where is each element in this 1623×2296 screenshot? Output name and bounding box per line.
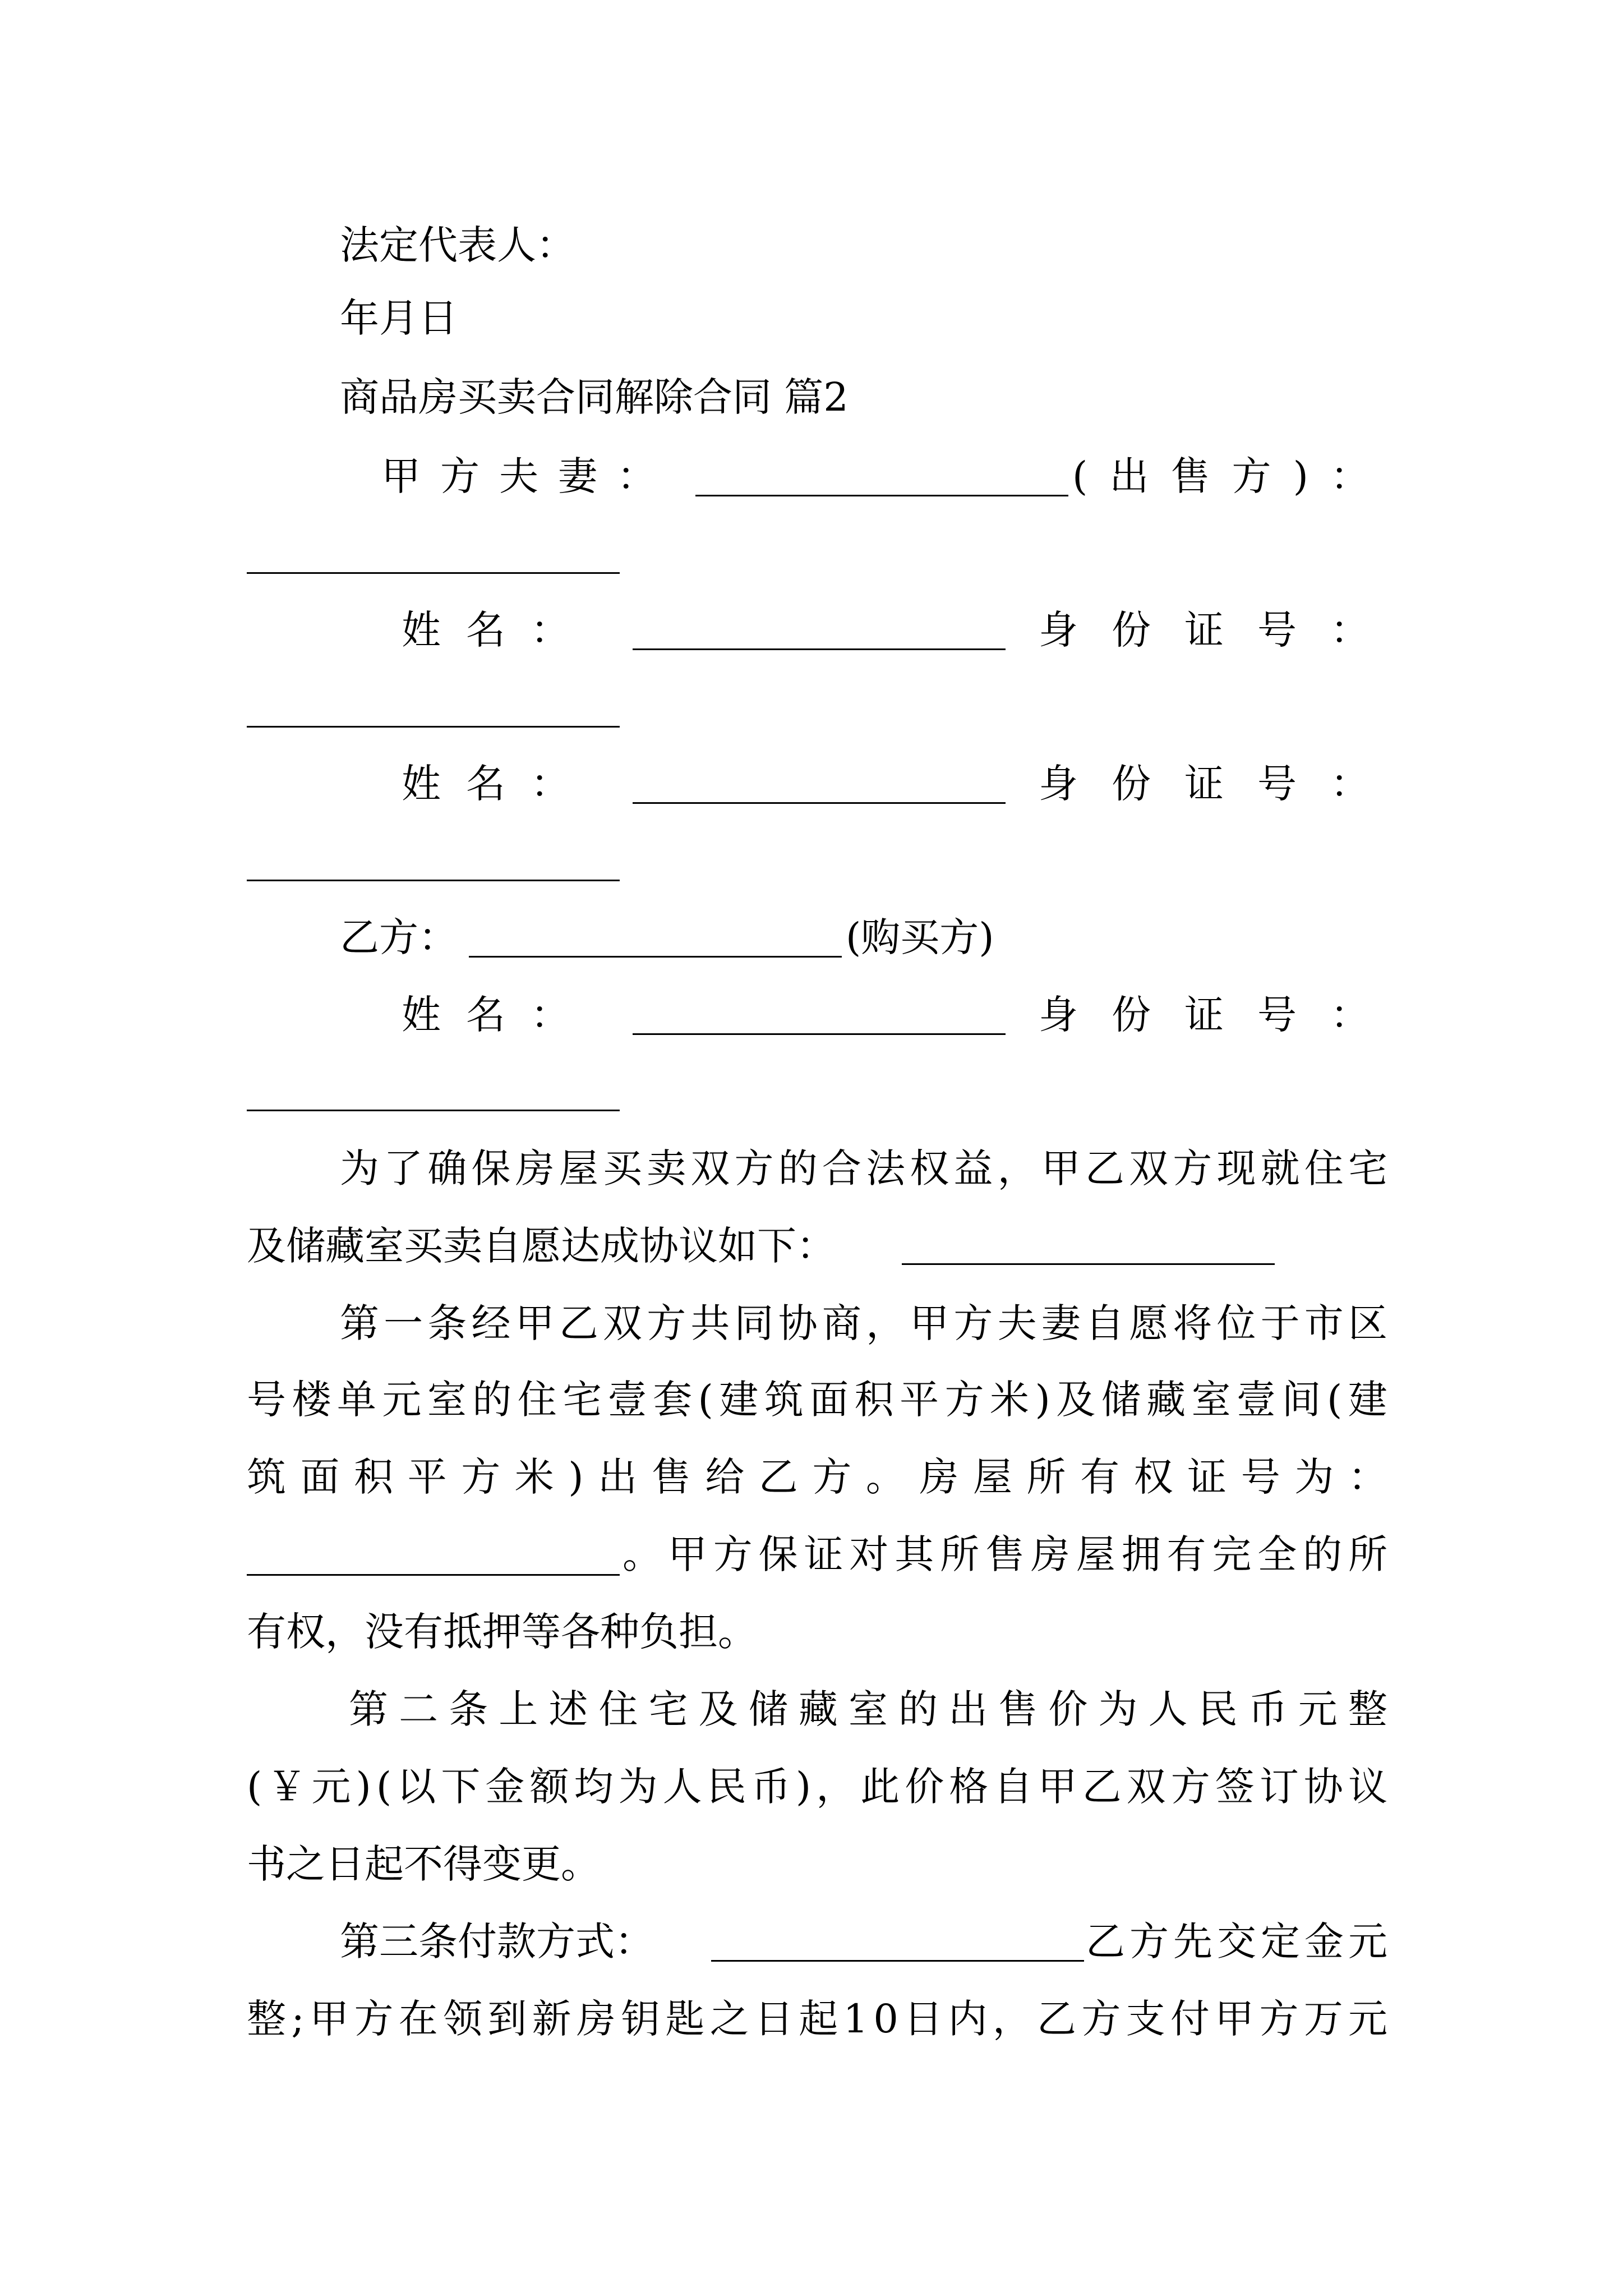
article3-line-1-end: 乙 方 先 交 定 金 元	[1086, 1918, 1387, 1964]
article1-line-3: 筑 面 积 平 方 米 ) 出 售 给 乙 方 。 房 屋 所 有 权 证 号 为 ：	[247, 1454, 1387, 1500]
article3-line-1-start: 第三条付款方式：	[340, 1918, 654, 1964]
party-a-name-blank	[695, 495, 1068, 496]
party-b-label: 乙方：	[340, 914, 458, 960]
party-a-person1-name-label: 姓 名 ：	[402, 607, 570, 653]
article1-certificate-blank	[247, 1574, 620, 1576]
article2-line-2: ( ￥ 元 ) ( 以 下 金 额 均 为 人 民 币 ) ， 此 价 格 自 甲 乙 双 方 签 订 协 议	[247, 1764, 1387, 1810]
article2-line-1: 第 二 条 上 述 住 宅 及 储 藏 室 的 出 售 价 为 人 民 币 元 整	[349, 1686, 1387, 1732]
article2-line-3: 书之日起不得变更。	[247, 1841, 600, 1887]
article1-line-1: 第 一 条 经 甲 乙 双 方 共 同 协 商 ， 甲 方 夫 妻 自 愿 将 位 于 市 区	[340, 1300, 1387, 1346]
article1-line-5: 有权，没有抵押等各种负担。	[247, 1609, 757, 1655]
article3-line-2: 整 ; 甲 方 在 领 到 新 房 钥 匙 之 日 起 1 0 日 内 ， 乙 方 支 付 甲 方 万 元	[247, 1996, 1387, 2042]
intro-line-2: 及储藏室买卖自愿达成协议如下：	[247, 1223, 836, 1269]
party-b-person-name-label: 姓 名 ：	[402, 992, 570, 1038]
party-a-person1-name-blank	[633, 648, 1006, 650]
party-a-role: ( 出 售 方 ) ：	[1072, 453, 1370, 499]
party-a-person1-id-blank	[247, 726, 620, 728]
intro-line-1: 为 了 确 保 房 屋 买 卖 双 方 的 合 法 权 益 ， 甲 乙 双 方 现 就 住 宅	[340, 1145, 1387, 1191]
intro-blank	[902, 1263, 1275, 1265]
party-b-person-name-blank	[633, 1033, 1006, 1035]
section-title: 商品房买卖合同解除合同 篇2	[340, 374, 849, 420]
party-a-person2-name-label: 姓 名 ：	[402, 761, 570, 807]
party-b-role: (购买方)	[846, 914, 994, 960]
party-a-person2-name-blank	[633, 802, 1006, 804]
party-b-name-blank	[469, 956, 842, 958]
article1-line-2: 号 楼 单 元 室 的 住 宅 壹 套 ( 建 筑 面 积 平 方 米 ) 及 储 藏 室 壹 间 ( 建	[247, 1377, 1387, 1423]
party-a-person1-id-label: 身 份 证 号 ：	[1039, 607, 1370, 653]
date-line: 年月日	[340, 295, 458, 341]
article1-line-4: 。 甲 方 保 证 对 其 所 售 房 屋 拥 有 完 全 的 所	[623, 1531, 1387, 1577]
party-a-continuation-blank	[247, 572, 620, 574]
party-b-person-id-label: 身 份 证 号 ：	[1039, 992, 1370, 1038]
party-b-person-id-blank	[247, 1110, 620, 1111]
article3-payment-blank	[711, 1960, 1084, 1962]
party-a-label: 甲 方 夫 妻 ：	[381, 453, 656, 499]
legal-representative-label: 法定代表人：	[340, 222, 575, 268]
party-a-person2-id-label: 身 份 证 号 ：	[1039, 761, 1370, 807]
party-a-person2-id-blank	[247, 880, 620, 881]
